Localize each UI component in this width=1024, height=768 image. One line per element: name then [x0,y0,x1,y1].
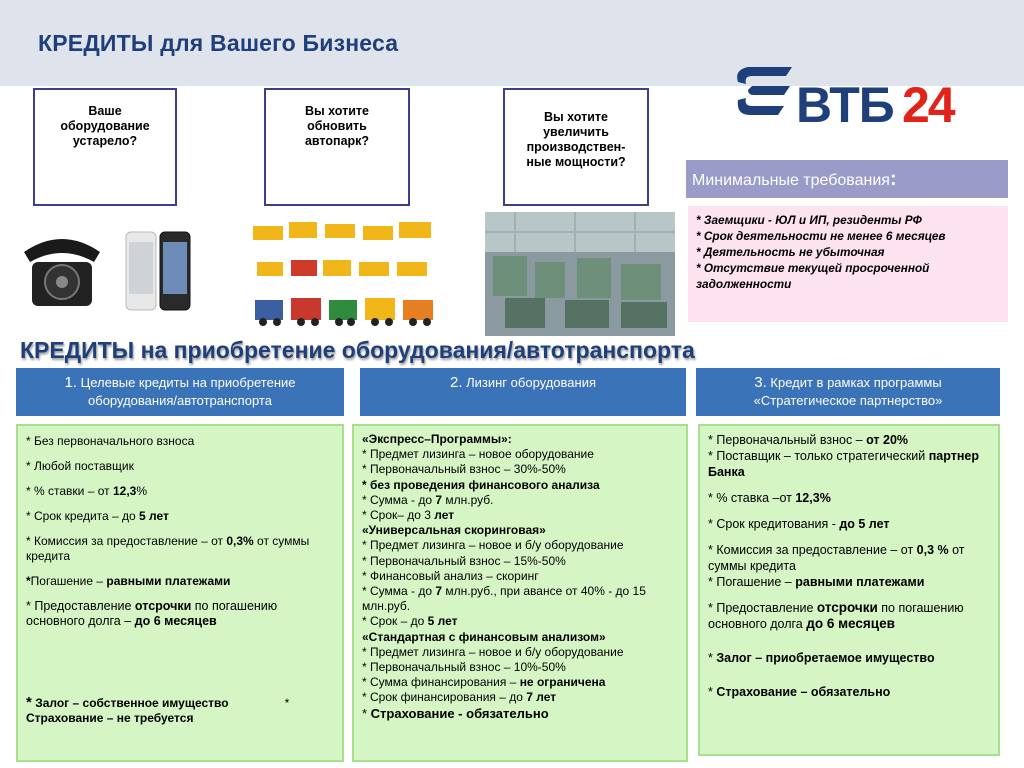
value-highlight: отсрочки [134,599,192,613]
requirements-header-label: Минимальные требования [692,172,890,189]
vtb24-logo [730,62,970,134]
list-item [708,432,990,448]
question-text: Ваше оборудование устарело? [60,104,150,148]
list-item-text: * Первоначальный взнос – [708,433,867,447]
value-highlight: от 20% [866,433,909,447]
list-item: * Предмет лизинга – новое и б/у оборудование [362,538,624,553]
value-highlight: 5 лет [139,509,169,523]
list-item: * Без первоначального взноса [26,434,195,448]
factory-floor-image [485,212,675,336]
value-highlight: 7 [435,584,443,599]
column-title-line: оборудования/автотранспорта [88,393,272,408]
value-highlight: 0,3% [226,534,254,548]
list-item: * Предоставление отсрочки по погашению основного долга – до 6 месяцев [26,599,278,628]
list-item: * Предмет лизинга – новое оборудование [362,447,594,462]
column-title-line: Лизинг оборудования [462,375,597,390]
list-item [362,614,678,629]
column-title-line: «Стратегическое партнерство» [753,393,943,408]
value-highlight: до 6 месяцев [134,614,217,628]
list-item [708,490,990,506]
logo-text-24: 24 [902,77,954,133]
question-box-fleet [264,88,410,206]
list-item-text: * [708,685,717,699]
requirement-item: * Деятельность не убыточная [696,245,885,259]
list-item-text: * Погашение – [708,575,796,589]
list-item: * Любой поставщик [26,459,134,473]
list-item-text: по погашению основного долга – [26,599,278,628]
value-highlight: 7 [526,690,533,705]
list-item-text: * Сумма - до [362,584,436,599]
list-item: * Первоначальный взнос – 15%-50% [362,553,566,568]
list-item-text: Погашение – [30,574,107,588]
list-item: * Предмет лизинга – новое и б/у оборудование [362,644,624,659]
list-item-text: * Срок финансирования – до [362,690,527,705]
value-highlight: 0,3 % [916,543,949,557]
list-item-text: Предоставление [34,599,135,613]
page-title: КРЕДИТЫ для Вашего Бизнеса [38,30,399,56]
list-item [362,584,678,614]
list-item-text: * Сумма - до [362,492,436,507]
list-item-text: Без первоначального взноса [34,434,195,448]
value-highlight: 7 [435,492,443,507]
question-box-equipment [33,88,177,206]
list-item-text: * Срок – до [362,614,428,629]
list-item-text: * % ставка –от [708,491,796,505]
value-highlight: равными платежами [795,575,925,589]
list-item-text: * [708,651,717,665]
list-item: *Погашение – равными платежами [26,574,231,588]
program-title [362,432,678,447]
list-item-text: от суммы кредита [26,534,310,563]
list-item-text: по погашению основного долга [708,601,964,631]
value-highlight: Страхование – обязательно [716,685,891,699]
list-item [708,650,990,666]
value-highlight: отсрочки [816,600,878,615]
list-item [708,684,990,700]
requirement-item: * Срок деятельности не менее 6 месяцев [696,229,946,243]
value-highlight: Залог – собственное имущество [35,696,229,710]
program-title-text: «Универсальная скоринговая» [362,523,546,538]
list-item [362,706,678,721]
column-body-1 [16,424,344,762]
program-title [362,523,678,538]
value-highlight: * без проведения финансового анализа [362,477,600,492]
list-item-text: Комиссия за предоставление – от [34,534,227,548]
list-item-text: от суммы кредита [708,543,965,573]
list-item-text: Срок кредита – до [34,509,140,523]
value-highlight: лет [532,690,557,705]
value-highlight: до 5 лет [839,517,890,531]
value-highlight: лет [434,508,455,523]
smartphones-image [122,226,194,314]
list-item-text: * Срок кредитования - [708,517,840,531]
column-body-2 [352,424,688,762]
program-title-text: «Экспресс–Программы»: [362,432,512,446]
requirement-item: * Заемщики - ЮЛ и ИП, резиденты РФ [696,213,922,227]
question-box-capacity [503,88,649,206]
value-highlight: Страхование - обязательно [370,705,549,721]
value-highlight: 12,3 [112,484,137,498]
logo-text-vtb: ВТБ [796,77,894,133]
list-item-text: * Поставщик – только стратегический [708,449,929,463]
column-title-line: Целевые кредиты на приобретение [76,375,296,390]
requirements-header [686,160,1008,198]
question-text: Вы хотите обновить автопарк? [304,104,370,148]
list-item [708,542,990,574]
list-item-text: млн.руб., при авансе от 40% - до 15 млн.руб. [362,584,646,614]
requirements-header-colon: : [889,168,897,190]
value-highlight: равными платежами [106,574,231,588]
column-header-2 [360,368,686,416]
list-item [708,600,990,632]
program-title [362,630,678,645]
value-highlight: Залог – приобретаемое имущество [716,651,935,665]
list-item: * Срок кредита – до 5 лет [26,509,169,523]
column-number: 1. [64,374,77,391]
column-number: 2. [449,374,463,391]
list-item-text: Любой поставщик [34,459,134,473]
list-item: * Комиссия за предоставление – от 0,3% от суммы кредита [26,534,310,563]
column-number: 3. [754,374,767,391]
list-item-text: * Срок– до 3 [362,508,435,523]
value-highlight: 5 лет [427,614,458,629]
column-title-line: Кредит в рамках программы [766,375,942,390]
list-item: * Залог – собственное имущество * Страхование – не требуется [26,694,290,725]
value-highlight: Страхование – не требуется [26,711,194,725]
list-item [708,516,990,532]
value-highlight: партнер Банка [708,449,979,479]
requirement-item: * Отсутствие текущей просроченной задолженности [696,261,930,291]
vehicles-image [247,212,440,335]
requirements-list [688,206,1008,322]
list-item-text: % ставки – от [34,484,113,498]
list-item [362,675,678,690]
question-text: Вы хотите увеличить производствен- ные мощности? [526,110,626,169]
list-item [362,478,678,493]
list-item-text: * Сумма финансирования – [362,675,520,690]
value-highlight: 12,3% [795,491,831,505]
list-item: * Финансовый анализ – скоринг [362,568,539,583]
list-item: * Первоначальный взнос – 30%-50% [362,462,566,477]
list-item [708,574,990,590]
list-item: * % ставки – от 12,3% [26,484,147,498]
list-item: * Первоначальный взнос – 10%-50% [362,660,566,675]
value-highlight: до 6 месяцев [806,616,895,631]
program-title-text: «Стандартная с финансовым анализом» [362,629,606,644]
list-item-text: * [362,705,371,721]
list-item [362,493,678,508]
list-item-text: * Комиссия за предоставление – от [708,543,917,557]
section-title: КРЕДИТЫ на приобретение оборудования/автотранспорта [20,337,695,363]
value-highlight: не ограничена [519,675,606,690]
list-item-text: * Предоставление [708,601,817,615]
list-item [362,690,678,705]
list-item [708,448,990,480]
list-item [362,508,678,523]
rotary-phone-image [14,222,110,314]
column-header-3 [696,368,1000,416]
column-header-1 [16,368,344,416]
column-body-3 [698,424,1000,756]
list-item-text: млн.руб. [442,492,494,507]
